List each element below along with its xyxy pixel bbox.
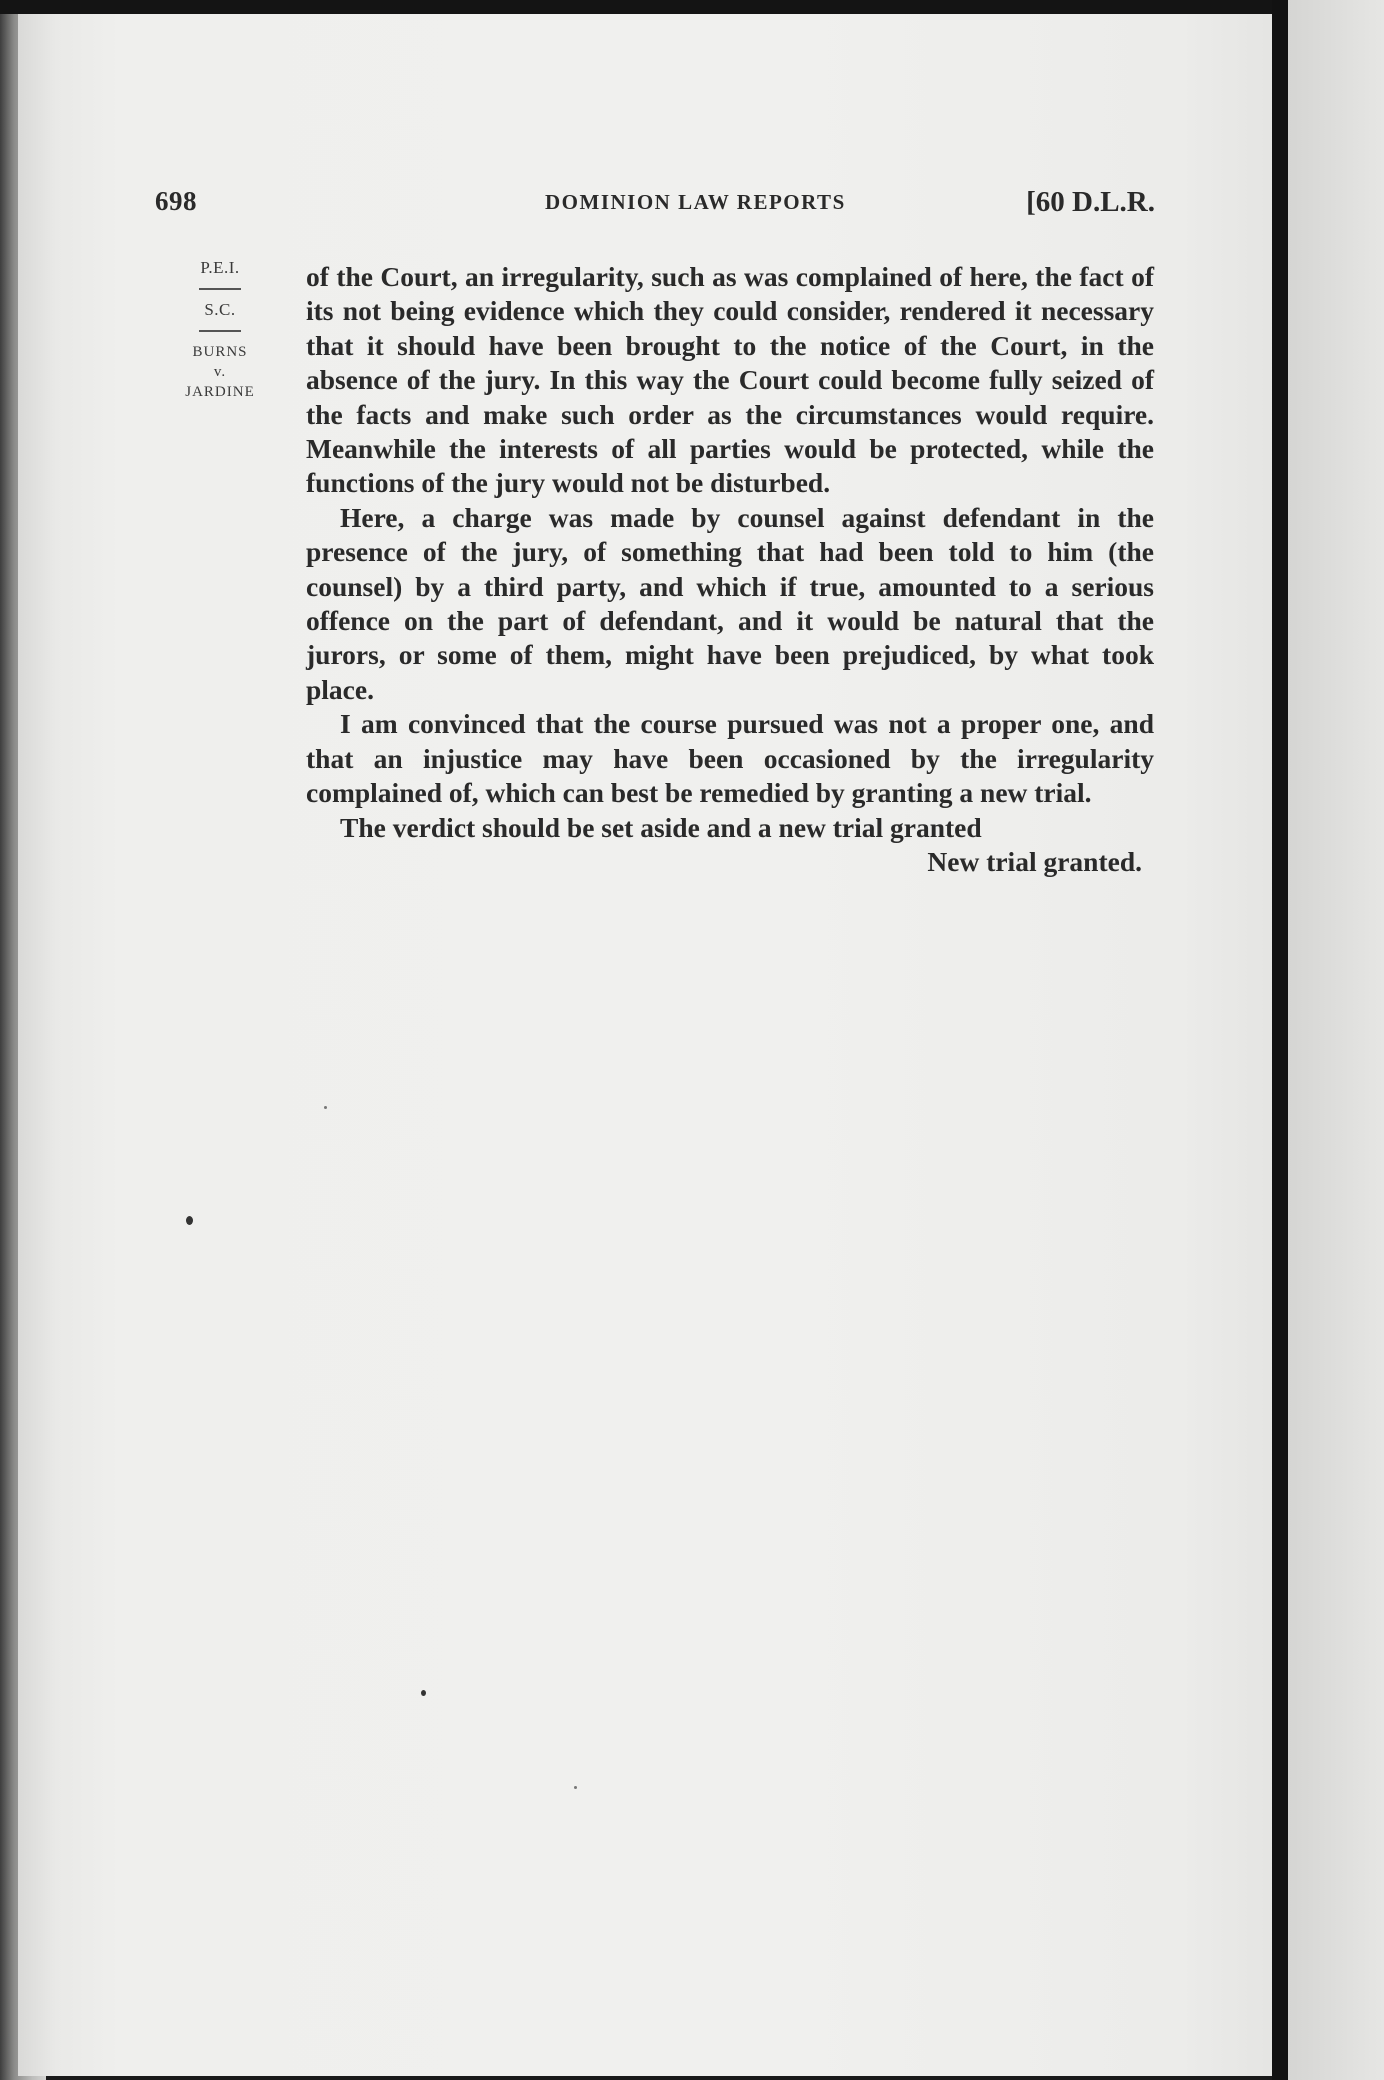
court-note: S.C.	[204, 300, 236, 319]
book-gutter	[1272, 0, 1288, 2080]
ink-speck	[324, 1106, 327, 1109]
case-party-1: BURNS	[192, 344, 248, 360]
top-edge-shadow	[0, 0, 1272, 14]
judgment-result: New trial granted.	[927, 845, 1142, 877]
case-versus: v.	[213, 364, 227, 380]
paragraph-verdict: The verdict should be set aside and a new trial granted	[340, 811, 982, 843]
running-head	[155, 186, 1155, 226]
paragraph: Here, a charge was made by counsel against defendant in the presence of the jury, of something that had been told to him (the counsel) by a third party, and which if true, amounted to a serious offence on the part of defendant, and it would be natural that the jurors, or some of them, might have been prejudiced, by what took place.	[306, 501, 1154, 705]
ink-speck	[186, 1216, 193, 1225]
body-text	[306, 260, 1154, 879]
margin-rule	[199, 330, 241, 332]
page-number: 698	[155, 186, 197, 216]
case-party-2: JARDINE	[185, 384, 255, 400]
paragraph: I am convinced that the course pursued was not a proper one, and that an injustice may have been occasioned by the irregularity complained of, which can best be remedied by granting a new trial.	[306, 708, 1154, 809]
jurisdiction-note: P.E.I.	[200, 258, 240, 277]
margin-notes	[160, 258, 280, 402]
facing-page-edge	[1288, 0, 1384, 2080]
margin-rule	[199, 288, 241, 290]
ink-speck	[421, 1690, 426, 1696]
journal-title: DOMINION LAW REPORTS	[545, 190, 846, 214]
paragraph-continued: of the Court, an irregularity, such as was complained of here, the fact of its not being evidence which they could consider, rendered it necessary that it should have been brought to the notice of the Court, in the absence of the jury. In this way the Court could become fully seized of the facts and make such order as the circumstances would require. Meanwhile the interests of all parties would be protected, while the functions of the jury would not be disturbed.	[306, 261, 1154, 499]
ink-speck	[574, 1786, 577, 1789]
volume-reference: [60 D.L.R.	[1026, 186, 1155, 218]
